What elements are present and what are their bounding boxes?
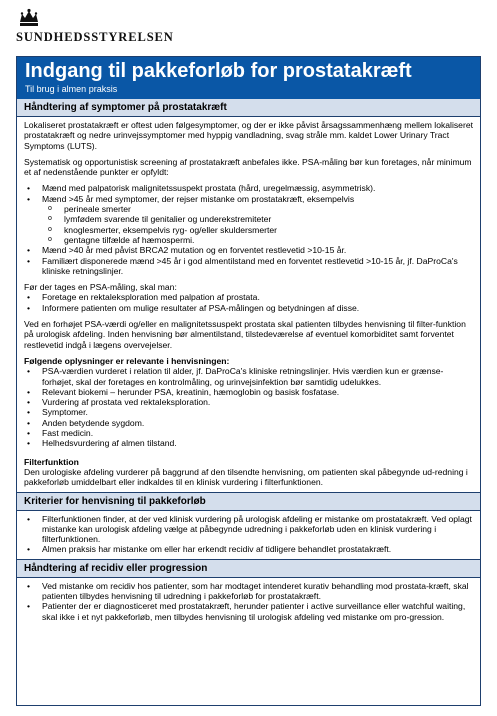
filter-heading: Filterfunktion <box>24 456 79 467</box>
list-item: • Anden betydende sygdom. <box>38 418 473 428</box>
list-item: • Filterfunktionen finder, at der ved klinisk vurdering på urologisk afdeling er mistanke om prostatakræft. Ved oplagt mistanke kan urologisk afdeling vælge at påbegynde udredning i pakkeforløb uden en klinisk vurdering i filterfunktionen. <box>38 514 473 545</box>
referral-info-list <box>24 366 473 448</box>
section-body-referral-criteria <box>17 511 480 559</box>
list-item: • Symptomer. <box>38 407 473 417</box>
list-item: • Familiært disponerede mænd >45 år i god almentilstand med en forventet restlevetid >10-15 år, jf. DaProCa's kliniske retningslinjer. <box>38 256 473 277</box>
symptom-sublist <box>42 204 473 245</box>
sublist-item: o lymfødem svarende til genitalier og underekstremiteter <box>60 214 473 224</box>
paragraph: Systematisk og opportunistisk screening af prostatakræft anbefales ikke. PSA-måling bør kun foretages, når minimum et af nedenstående punkter er opfyldt: <box>24 156 472 178</box>
list-item: • PSA-værdien vurderet i relation til alder, jf. DaProCa's kliniske retningslinjer. Hvis værdien kun er grænse-forhøjet, skal der foretages en kontrolmåling, og urinvejsinfektion bør samtidig udelukkes. <box>38 366 473 387</box>
list-item <box>38 194 473 245</box>
list-item: • Helhedsvurdering af almen tilstand. <box>38 438 473 448</box>
section-heading-referral-criteria: Kriterier for henvisning til pakkeforløb <box>17 492 480 511</box>
page-title: Indgang til pakkeforløb for prostatakræft <box>25 60 412 82</box>
crown-logo-icon <box>18 8 40 28</box>
title-banner <box>17 57 480 99</box>
document-frame <box>16 56 481 706</box>
paragraph: Den urologiske afdeling vurderer på baggrund af den tilsendte henvisning, om patienten skal påbegynde ud-redning i pakkeforløb umiddelbart eller indkaldes til en klinisk vurdering i filterfunktionen. <box>24 466 468 488</box>
list-item: • Mænd med palpatorisk malignitetssuspekt prostata (hård, uregelmæssig, asymmetrisk). <box>38 183 473 193</box>
list-item: • Patienter der er diagnosticeret med prostatakræft, herunder patienter i active surveillance eller watchful waiting, skal ikke i et nyt pakkeforløb, men tilbydes henvisning til urologisk afdeling ved mistanke om pro-gression. <box>38 601 473 622</box>
section-body-recurrence <box>17 578 480 626</box>
list-item: • Vurdering af prostata ved rektaleksploration. <box>38 397 473 407</box>
sublist-item: o knoglesmerter, eksempelvis ryg- og/eller skuldersmerter <box>60 225 473 235</box>
sublist-item: o perineale smerter <box>60 204 473 214</box>
criteria-list <box>24 183 473 245</box>
paragraph: Lokaliseret prostatakræft er oftest uden følgesymptomer, og der er ikke påvist årsagssammenhæng mellem lokaliseret prostatakræft og nedre urinvejssymptomer med hyppig vandladning, svag stråle mm. kaldet Lower Urinary Tract Symptoms (LUTS). <box>24 120 473 151</box>
brand-name: SUNDHEDSSTYRELSEN <box>16 30 174 44</box>
list-item: • Mænd >40 år med påvist BRCA2 mutation og en forventet restlevetid >10-15 år. <box>38 245 473 255</box>
list-item: • Almen praksis har mistanke om eller har erkendt recidiv af tidligere behandlet prostatakræft. <box>38 544 473 554</box>
referral-info-heading: Følgende oplysninger er relevante i henvisningen: <box>24 355 230 366</box>
page-subtitle: Til brug i almen praksis <box>25 84 118 94</box>
list-item-text: Mænd >45 år med symptomer, der rejser mistanke om prostatakræft, eksempelvis <box>42 193 355 204</box>
section-heading-symptoms: Håndtering af symptomer på prostatakræft <box>17 99 480 117</box>
sublist-item: o gentagne tilfælde af hæmospermi. <box>60 235 473 245</box>
recurrence-list <box>24 581 473 622</box>
list-item: • Ved mistanke om recidiv hos patienter, som har modtaget intenderet kurativ behandling mod prostata-kræft, skal patienten tilbydes henvisning til udredning i pakkeforløb for prostatakræft. <box>38 581 473 602</box>
list-item: • Relevant biokemi – herunder PSA, kreatinin, hæmoglobin og basisk fosfatase. <box>38 387 473 397</box>
pre-psa-list <box>24 292 473 313</box>
list-item: • Fast medicin. <box>38 428 473 438</box>
criteria-list-continued <box>24 245 473 276</box>
list-item: • Foretage en rektaleksploration med palpation af prostata. <box>38 292 473 302</box>
section-heading-recurrence: Håndtering af recidiv eller progression <box>17 559 480 578</box>
section-body-symptoms <box>17 117 480 492</box>
paragraph: Før der tages en PSA-måling, skal man: <box>24 282 177 293</box>
list-item: • Informere patienten om mulige resultater af PSA-målingen og betydningen af disse. <box>38 303 473 313</box>
referral-criteria-list <box>24 514 473 555</box>
paragraph: Ved en forhøjet PSA-værdi og/eller en malignitetssuspekt prostata skal patienten tilbydes henvisning til filter-funktion på urologisk afdeling. Inden henvisning bør almentilstand, tilstedeværelse af eventuel komorbiditet samt forventet restlevetid indgå i lægens overvejelser. <box>24 319 466 350</box>
